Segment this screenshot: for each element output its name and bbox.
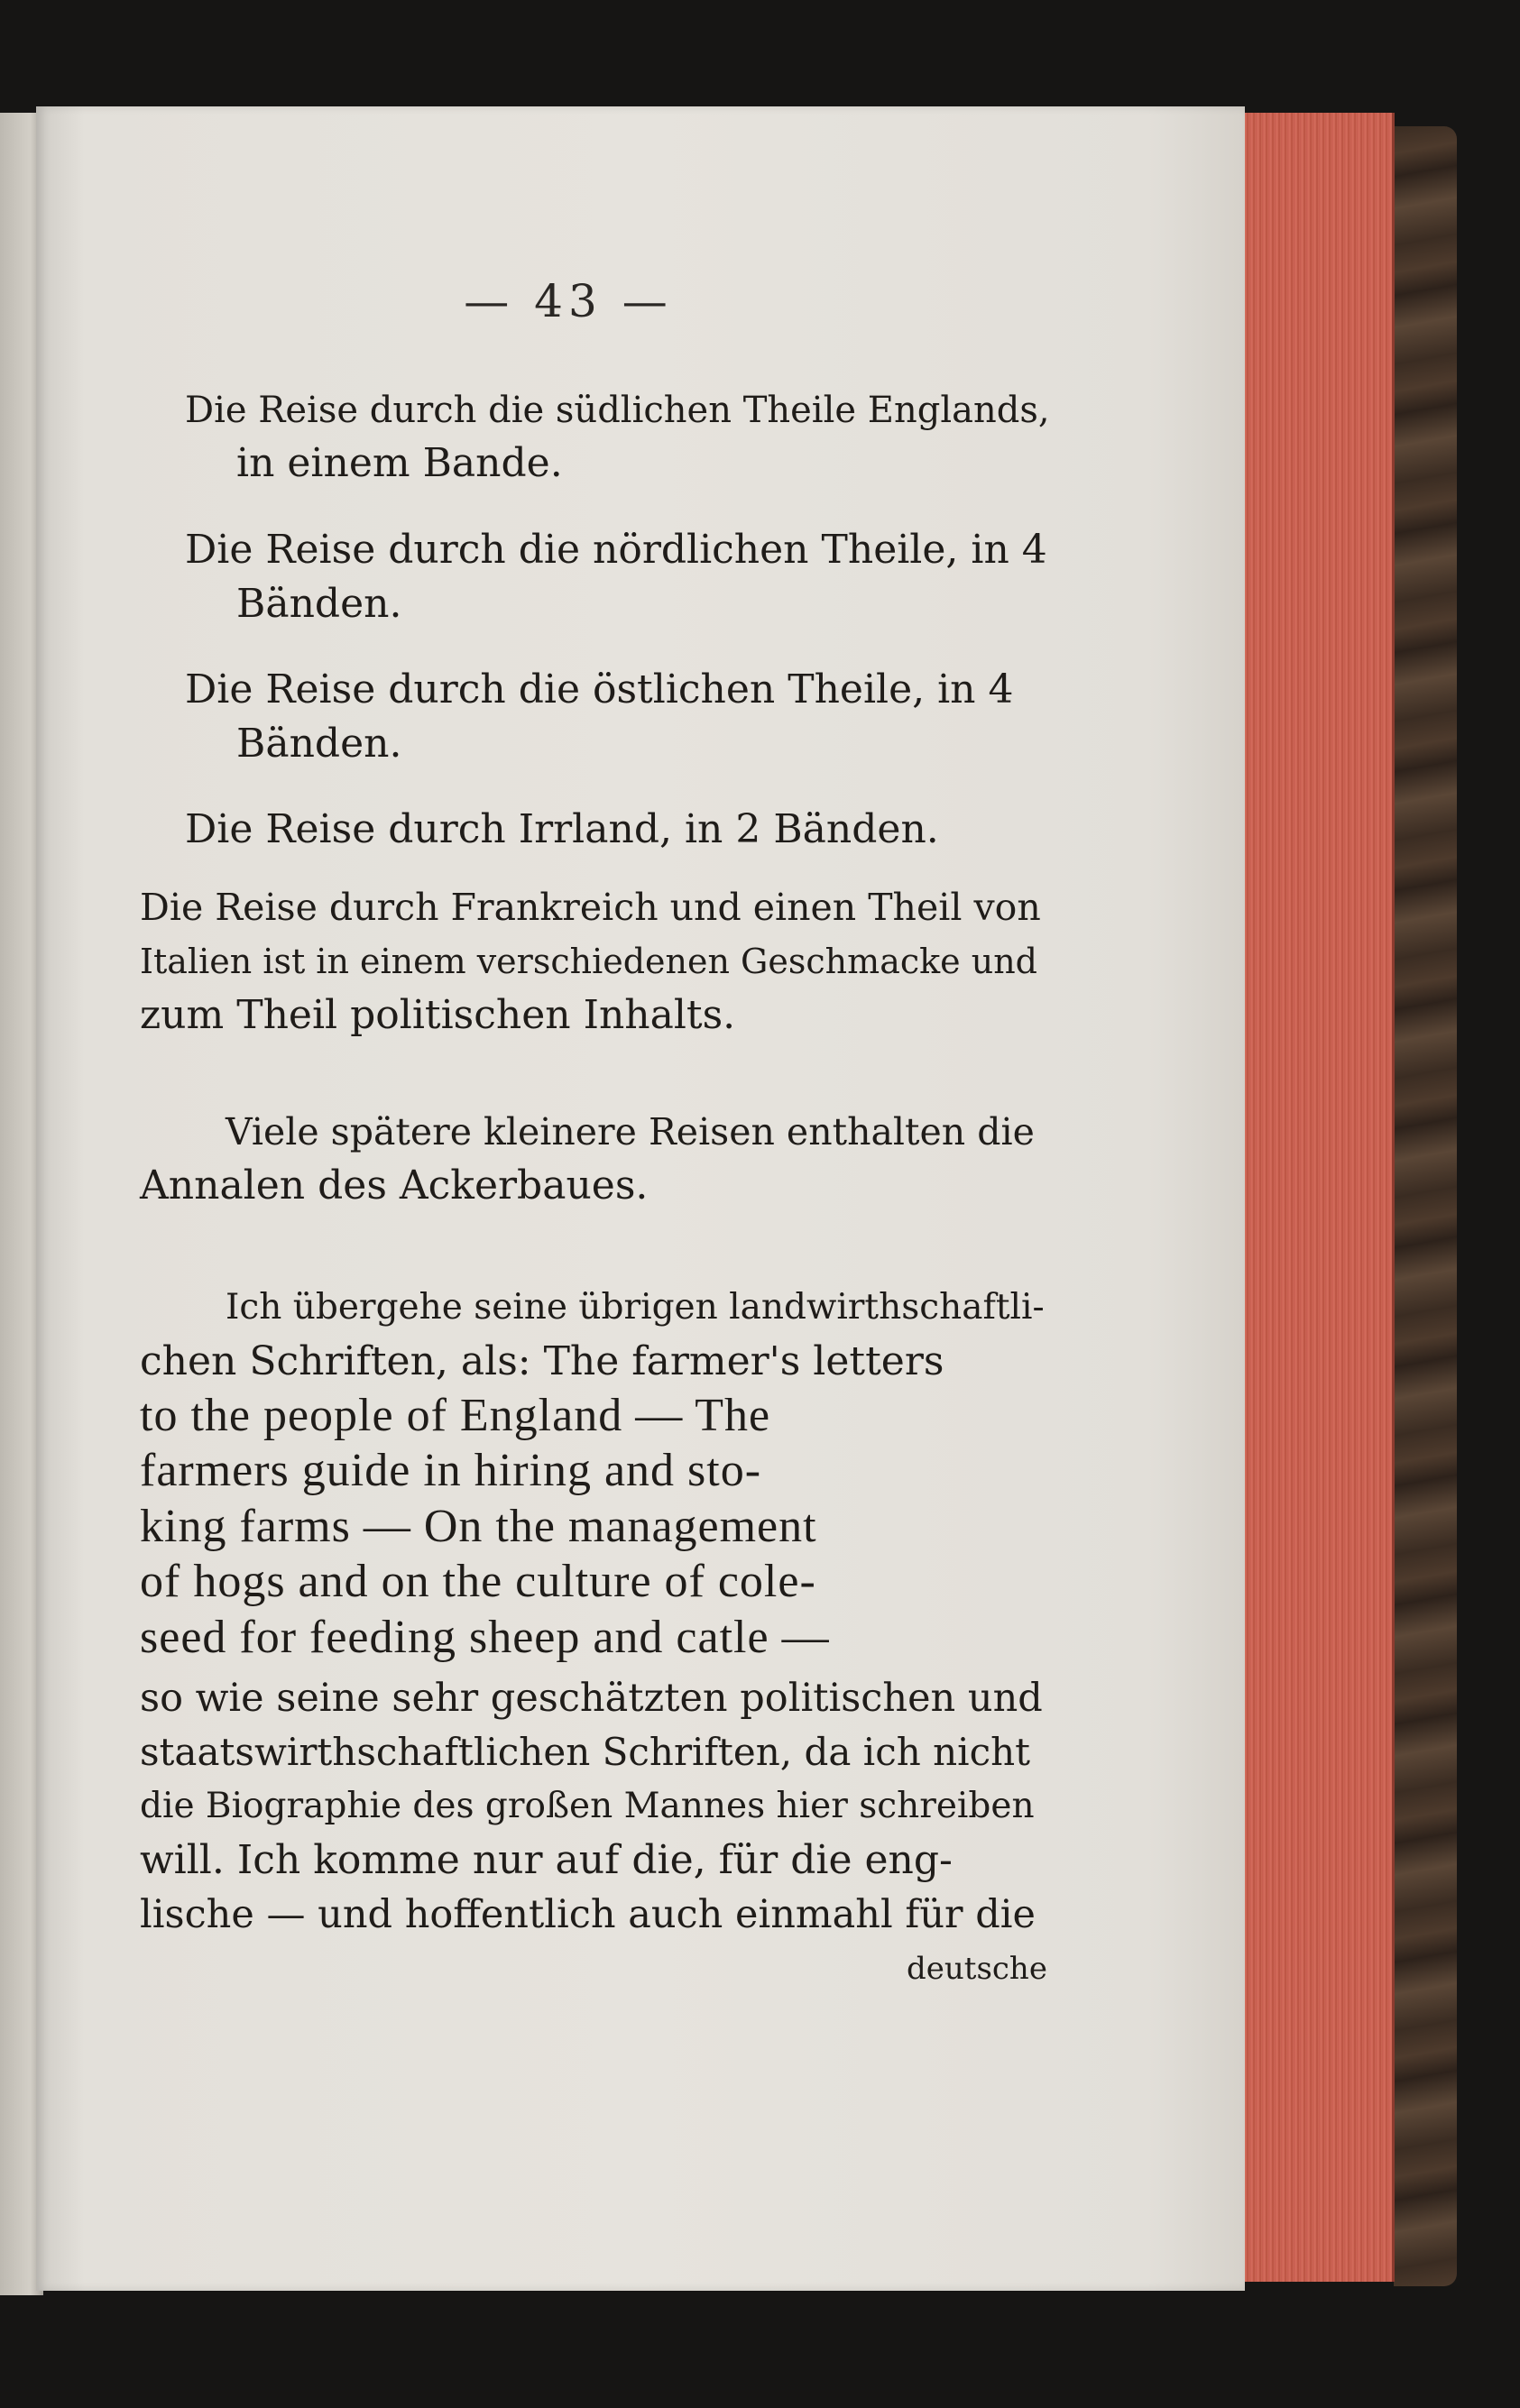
text-line: king farms — On the management	[140, 1501, 817, 1552]
text-line: so wie seine sehr geschätzten politischen und	[140, 1676, 1043, 1721]
text-line: of hogs and on the culture of cole-	[140, 1556, 816, 1607]
text-line: staatswirthschaftlichen Schriften, da ich nicht	[140, 1730, 1031, 1774]
text-line: seed for feeding sheep and catle —	[140, 1612, 830, 1663]
text-line: Bänden.	[236, 721, 402, 767]
text-line: zum Theil politischen Inhalts.	[140, 992, 736, 1038]
text-line: Die Reise durch die östlichen Theile, in 4	[185, 666, 1014, 712]
text-line: Die Reise durch Frankreich und einen Theil von	[140, 886, 1041, 929]
page-number: — 43 —	[464, 275, 673, 327]
text-line: Die Reise durch die nördlichen Theile, in 4	[185, 527, 1047, 573]
text-line: Annalen des Ackerbaues.	[140, 1163, 649, 1209]
text-line: lische — und hoffentlich auch einmahl für die	[140, 1892, 1036, 1937]
text-line: Bänden.	[236, 581, 402, 627]
text-line: in einem Bande.	[236, 440, 563, 486]
text-line: Italien ist in einem verschiedenen Geschmacke und	[140, 942, 1037, 981]
catchword: deutsche	[907, 1951, 1047, 1987]
red-page-edges	[1243, 113, 1395, 2282]
text-line: Viele spätere kleinere Reisen enthalten die	[226, 1110, 1035, 1153]
text-line: to the people of England — The	[140, 1390, 771, 1441]
text-line: Ich übergehe seine übrigen landwirthschaftli-	[226, 1287, 1045, 1328]
text-line: Die Reise durch die südlichen Theile Englands,	[185, 390, 1050, 431]
text-line: Die Reise durch Irrland, in 2 Bänden.	[185, 806, 939, 852]
text-line: chen Schriften, als: The farmer's letters	[140, 1338, 944, 1384]
text-line: will. Ich komme nur auf die, für die eng-	[140, 1837, 953, 1883]
book-binding	[1394, 126, 1457, 2286]
text-line: farmers guide in hiring and sto-	[140, 1445, 762, 1496]
text-line: die Biographie des großen Mannes hier schreiben	[140, 1786, 1035, 1826]
